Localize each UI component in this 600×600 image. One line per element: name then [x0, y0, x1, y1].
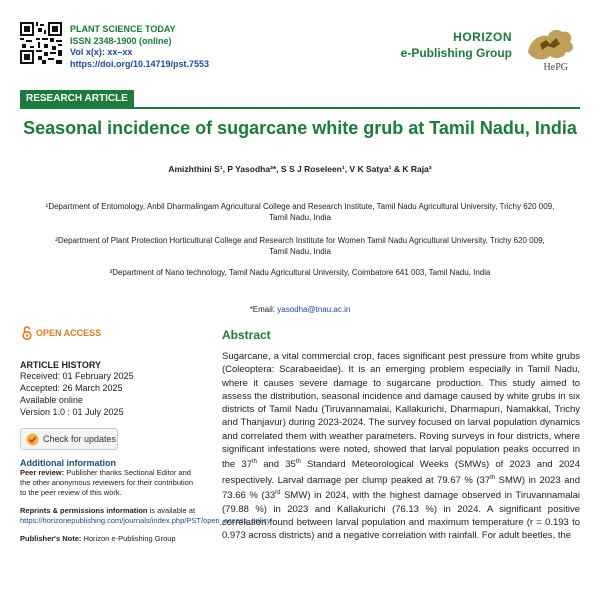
abstract-text-2: and 35	[257, 459, 296, 471]
check-for-updates-button[interactable]	[20, 428, 118, 450]
email-link[interactable]: yasodha@tnau.ac.in	[277, 305, 351, 314]
article-history-heading: ARTICLE HISTORY	[20, 360, 102, 370]
abstract-sup-2: th	[295, 459, 301, 466]
article-authors: Amizhthini S¹, P Yasodha²*, S S J Roseleen¹, V K Satya¹ & K Raja³	[168, 164, 432, 174]
affiliation-3-line1: ³Department of Nano technology, Tamil Nadu Agricultural University, Coimbatore 641 003, Tamil Nadu, India	[109, 268, 491, 277]
available-online: Available online	[20, 395, 83, 405]
reprints-label: Reprints & permissions information	[20, 506, 148, 515]
abstract-text-5: SMW) in 2024, with the highest damage observed in Tiruvannamalai (79.88 %) in 2023 and Kallakurichi (76.13 %) in 2024. A significant positive correlation found between larval population and maximum temperature (r = 0.193 to 0.973 across districts) and a negative correlation with rainfall. For adult beetles, the	[222, 490, 580, 542]
reprints-text: is available at	[147, 506, 196, 515]
affiliation-2	[40, 235, 560, 257]
abstract-sup-1: th	[251, 459, 257, 466]
reprints-link[interactable]: https://horizonepublishing.com/journals/index.php/PST/open_access_policy	[20, 516, 271, 525]
journal-name: PLANT SCIENCE TODAY	[70, 24, 176, 34]
accepted-date: Accepted: 26 March 2025	[20, 383, 123, 393]
version-date: Version 1.0 : 01 July 2025	[20, 407, 124, 417]
abstract-text-3: Standard Meteorological Weeks (SMWs) of 2023 and 2024 respectively. Larval damage per clump peaked at 79.67 % (37	[222, 459, 580, 486]
peer-review-text: Publisher thanks Sectional Editor and the other anonymous reviewers for their contribution to the peer review of this work.	[20, 468, 194, 497]
publisher-note	[20, 534, 200, 544]
qr-code-icon	[20, 22, 62, 64]
journal-info	[70, 24, 209, 70]
abstract-sup-4: rd	[275, 490, 281, 497]
article-type-bar	[20, 90, 580, 108]
affiliation-1-line2: Tamil Nadu, India	[269, 213, 331, 222]
publisher-note-text: Horizon e-Publishing Group	[81, 534, 176, 543]
open-access-lock-icon	[22, 326, 32, 340]
publisher-line2: e-Publishing Group	[400, 46, 512, 60]
affiliation-2-line2: Tamil Nadu, India	[269, 247, 331, 256]
peer-review-note	[20, 468, 200, 498]
affiliation-3	[40, 267, 560, 278]
open-access-row	[20, 326, 200, 342]
additional-info-heading: Additional information	[20, 458, 116, 468]
publisher-line1: HORIZON	[453, 30, 512, 44]
abstract-body	[222, 350, 580, 543]
journal-issn: ISSN 2348-1900 (online)	[70, 35, 172, 46]
email-label: *Email:	[249, 305, 278, 314]
peer-review-label: Peer review:	[20, 468, 65, 477]
publisher-note-label: Publisher's Note:	[20, 534, 82, 543]
journal-volume: Vol x(x): xx–xx	[70, 47, 133, 57]
reprints-note	[20, 506, 271, 526]
article-type-label: RESEARCH ARTICLE	[20, 90, 134, 108]
received-date: Received: 01 February 2025	[20, 371, 134, 381]
article-type-rule	[20, 107, 580, 109]
abstract-sup-3: th	[490, 474, 496, 481]
open-access-label: OPEN ACCESS	[36, 328, 102, 338]
check-updates-icon	[26, 433, 39, 446]
affiliation-1	[40, 201, 560, 223]
affiliation-2-line1: ²Department of Plant Protection Horticultural College and Research Institute for Women Tamil Nadu Agricultural University, Trichy 620 009,	[55, 236, 545, 245]
affiliation-1-line1: ¹Department of Entomology, Anbil Dharmalingam Agricultural College and Research Institute, Tamil Nadu Agricultural University, Trichy 620 009,	[45, 202, 555, 211]
article-title: Seasonal incidence of sugarcane white grub at Tamil Nadu, India	[23, 118, 577, 138]
publisher-logo-text: HePG	[543, 62, 568, 73]
abstract-heading: Abstract	[222, 328, 271, 342]
publisher-name	[401, 30, 512, 61]
doi-link[interactable]: https://doi.org/10.14719/pst.7553	[70, 58, 210, 69]
check-for-updates-label: Check for updates	[43, 434, 117, 444]
abstract-text-1: Sugarcane, a vital commercial crop, faces significant pest pressure from white grubs (Coleoptera: Scarabaeidae). It is an emerging problem especially in Tamil Nadu, where it causes severe damage to sugarcane production. This study aimed to assess the distribution, seasonal incidence and damage caused by white grubs in six districts of Tamil Nadu (Tiruvannamalai, Kallakurichi, Dharmapuri, Namakkal, Trichy and Thanjavur) during 2023-2024. The survey focused on larval population dynamics and correlated them with weather parameters. Roving surveys in four districts, where significant infestations were noted, showed that larval population peaks occurred in the 37	[222, 351, 580, 471]
abstract-text-4: SMW) in 2023 and 73.66 % (33	[222, 474, 580, 502]
corresponding-email	[0, 305, 600, 314]
